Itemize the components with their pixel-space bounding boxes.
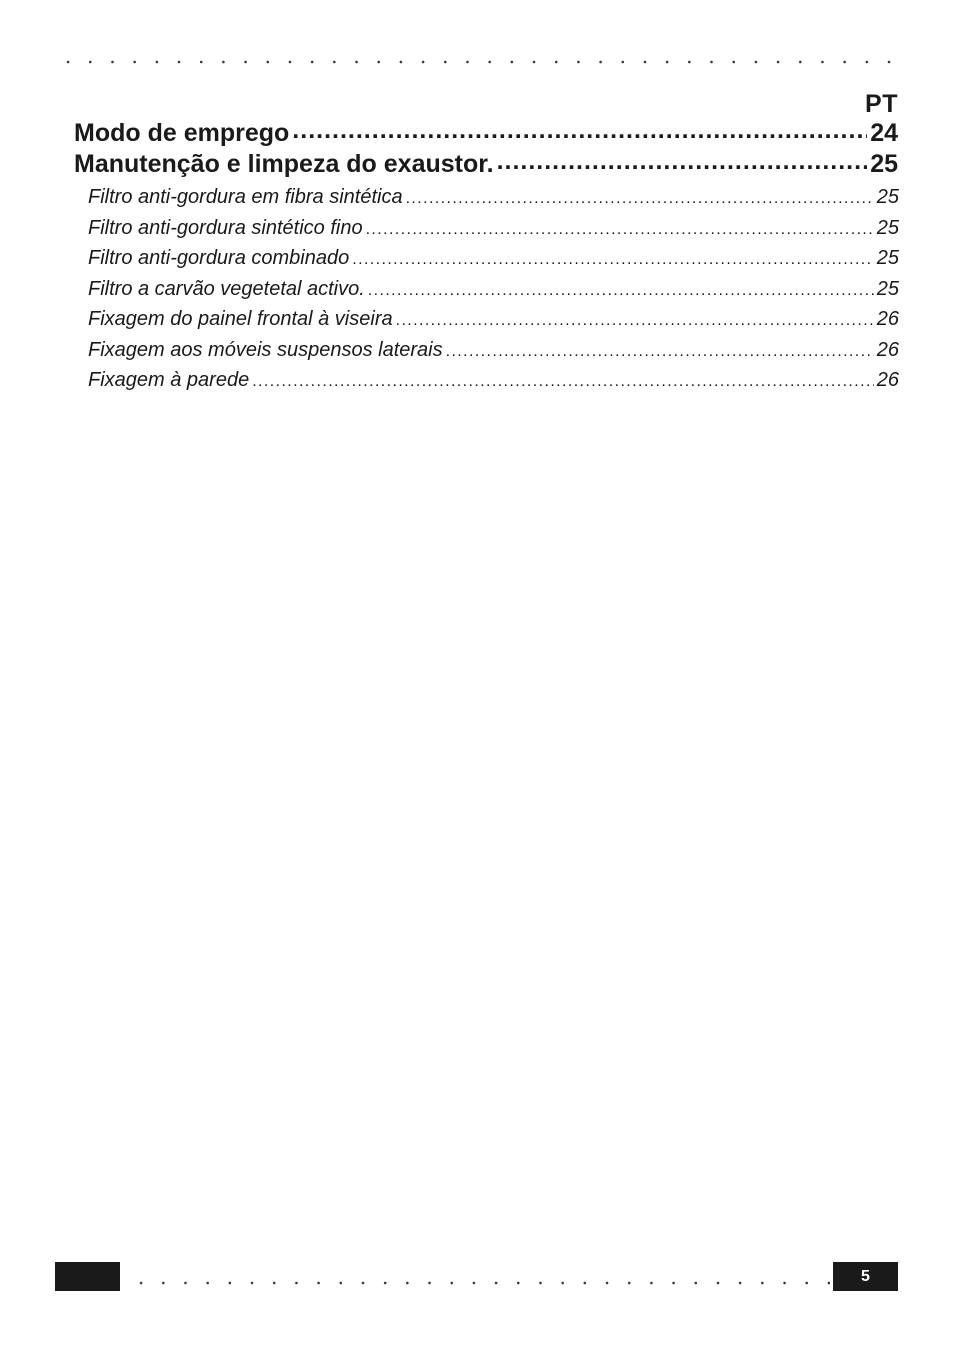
toc-subentry-page: 26	[876, 369, 899, 391]
toc-subentry-filtro-fibra-sintetica[interactable]	[88, 186, 899, 214]
toc-subentry-page: 25	[876, 278, 899, 300]
top-dotted-rule	[57, 56, 899, 68]
dot-leader	[352, 247, 874, 275]
page-number-badge: 5	[833, 1262, 898, 1291]
toc-subentry-page: 25	[876, 217, 899, 239]
toc-entry-manutencao[interactable]	[74, 150, 898, 182]
toc-subentry-title: Filtro anti-gordura sintético fino	[88, 217, 363, 239]
toc-subentry-fixagem-parede[interactable]	[88, 369, 899, 397]
language-code: PT	[865, 90, 898, 118]
toc-subentry-title: Fixagem à parede	[88, 369, 250, 391]
dot-leader	[368, 278, 874, 306]
toc-subentry-title: Fixagem do painel frontal à viseira	[88, 308, 393, 330]
dot-leader	[252, 369, 874, 397]
toc-subentry-filtro-carvao[interactable]	[88, 278, 899, 306]
toc-subentry-title: Filtro anti-gordura combinado	[88, 247, 350, 269]
bottom-dotted-rule	[130, 1277, 830, 1289]
toc-entry-page: 25	[870, 150, 898, 178]
toc-subentry-page: 26	[876, 339, 899, 361]
dot-leader	[497, 150, 868, 182]
toc-subentry-page: 26	[876, 308, 899, 330]
toc-subentry-filtro-combinado[interactable]	[88, 247, 899, 275]
toc-subentry-title: Fixagem aos móveis suspensos laterais	[88, 339, 443, 361]
toc-subentry-fixagem-painel[interactable]	[88, 308, 899, 336]
toc-subentry-page: 25	[876, 186, 899, 208]
toc-entry-modo-de-emprego[interactable]	[74, 119, 898, 151]
dot-leader	[292, 119, 867, 151]
toc-subentry-fixagem-moveis[interactable]	[88, 339, 899, 367]
footer-black-block	[55, 1262, 120, 1291]
toc-entry-title: Modo de emprego	[74, 119, 290, 147]
toc-entry-title: Manutenção e limpeza do exaustor.	[74, 150, 494, 178]
toc-subentry-title: Filtro a carvão vegetetal activo.	[88, 278, 365, 300]
dot-leader	[396, 308, 874, 336]
toc-subentry-filtro-sintetico-fino[interactable]	[88, 217, 899, 245]
toc-entry-page: 24	[870, 119, 898, 147]
dot-leader	[406, 186, 874, 214]
toc-subentry-page: 25	[876, 247, 899, 269]
dot-leader	[366, 217, 874, 245]
dot-leader	[446, 339, 874, 367]
toc-subentry-title: Filtro anti-gordura em fibra sintética	[88, 186, 403, 208]
